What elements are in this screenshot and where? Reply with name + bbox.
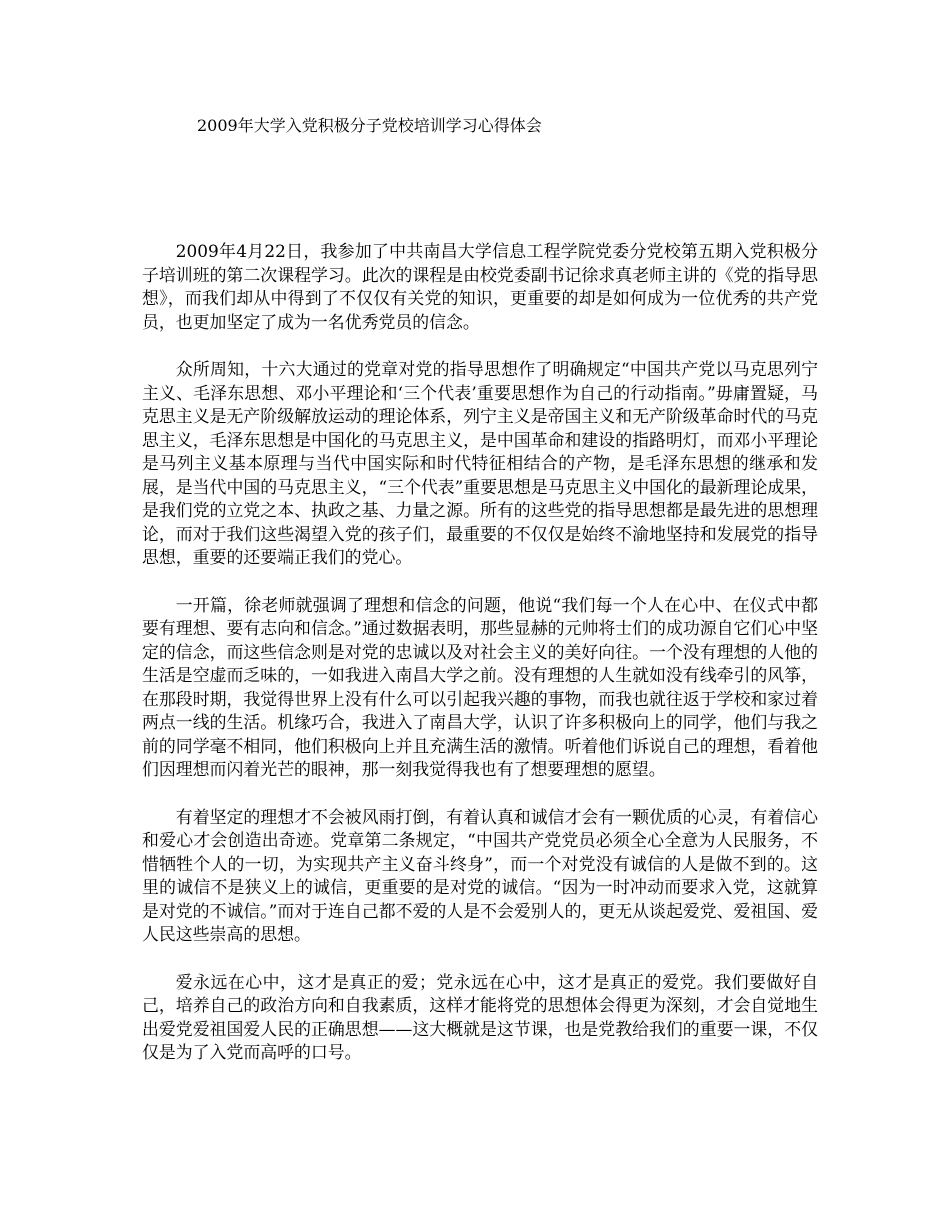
document-body bbox=[142, 240, 818, 1065]
paragraph-4: 有着坚定的理想才不会被风雨打倒，有着认真和诚信才会有一颗优质的心灵，有着信心和爱心才会创造出奇迹。党章第二条规定，“中国共产党党员必须全心全意为人民服务，不惜牺牲个人的一切，为实现共产主义奋斗终身”，而一个对党没有诚信的人是做不到的。这里的诚信不是狭义上的诚信，更重要的是对党的诚信。“因为一时冲动而要求入党，这就算是对党的不诚信。”而对于连自己都不爱的人是不会爱别人的，更无从谈起爱党、爱祖国、爱人民这些崇高的思想。 bbox=[142, 806, 818, 944]
paragraph-3: 一开篇，徐老师就强调了理想和信念的问题，他说“我们每一个人在心中、在仪式中都要有理想、要有志向和信念。”通过数据表明，那些显赫的元帅将士们的成功源自它们心中坚定的信念，而这些信念则是对党的忠诚以及对社会主义的美好向往。一个没有理想的人他的生活是空虚而乏味的，一如我进入南昌大学之前。没有理想的人生就如没有线牵引的风筝，在那段时期，我觉得世界上没有什么可以引起我兴趣的事物，而我也就往返于学校和家过着两点一线的生活。机缘巧合，我进入了南昌大学，认识了许多积极向上的同学，他们与我之前的同学毫不相同，他们积极向上并且充满生活的激情。听着他们诉说自己的理想，看着他们因理想而闪着光芒的眼神，那一刻我觉得我也有了想要理想的愿望。 bbox=[142, 594, 818, 779]
paragraph-1: 2009年4月22日，我参加了中共南昌大学信息工程学院党委分党校第五期入党积极分子培训班的第二次课程学习。此次的课程是由校党委副书记徐求真老师主讲的《党的指导思想》，而我们却从中得到了不仅仅有关党的知识，更重要的却是如何成为一位优秀的共产党员，也更加坚定了成为一名优秀党员的信念。 bbox=[142, 241, 818, 332]
paragraph-5: 爱永远在心中，这才是真正的爱；党永远在心中，这才是真正的爱党。我们要做好自己，培养自己的政治方向和自我素质，这样才能将党的思想体会得更为深刻，才会自觉地生出爱党爱祖国爱人民的正确思想——这大概就是这节课，也是党教给我们的重要一课，不仅仅是为了入党而高呼的口号。 bbox=[142, 971, 818, 1062]
document-title: 2009年大学入党积极分子党校培训学习心得体会 bbox=[197, 116, 542, 135]
paragraph-2: 众所周知，十六大通过的党章对党的指导思想作了明确规定“中国共产党以马克思列宁主义、毛泽东思想、邓小平理论和‘三个代表’重要思想作为自己的行动指南。”毋庸置疑，马克思主义是无产阶级解放运动的理论体系，列宁主义是帝国主义和无产阶级革命时代的马克思主义，毛泽东思想是中国化的马克思主义，是中国革命和建设的指路明灯，而邓小平理论是马列主义基本原理与当代中国实际和时代特征相结合的产物，是毛泽东思想的继承和发展，是当代中国的马克思主义，“三个代表”重要思想是马克思主义中国化的最新理论成果，是我们党的立党之本、执政之基、力量之源。所有的这些党的指导思想都是最先进的思想理论，而对于我们这些渴望入党的孩子们，最重要的不仅仅是始终不渝地坚持和发展党的指导思想，重要的还要端正我们的党心。 bbox=[142, 359, 819, 567]
